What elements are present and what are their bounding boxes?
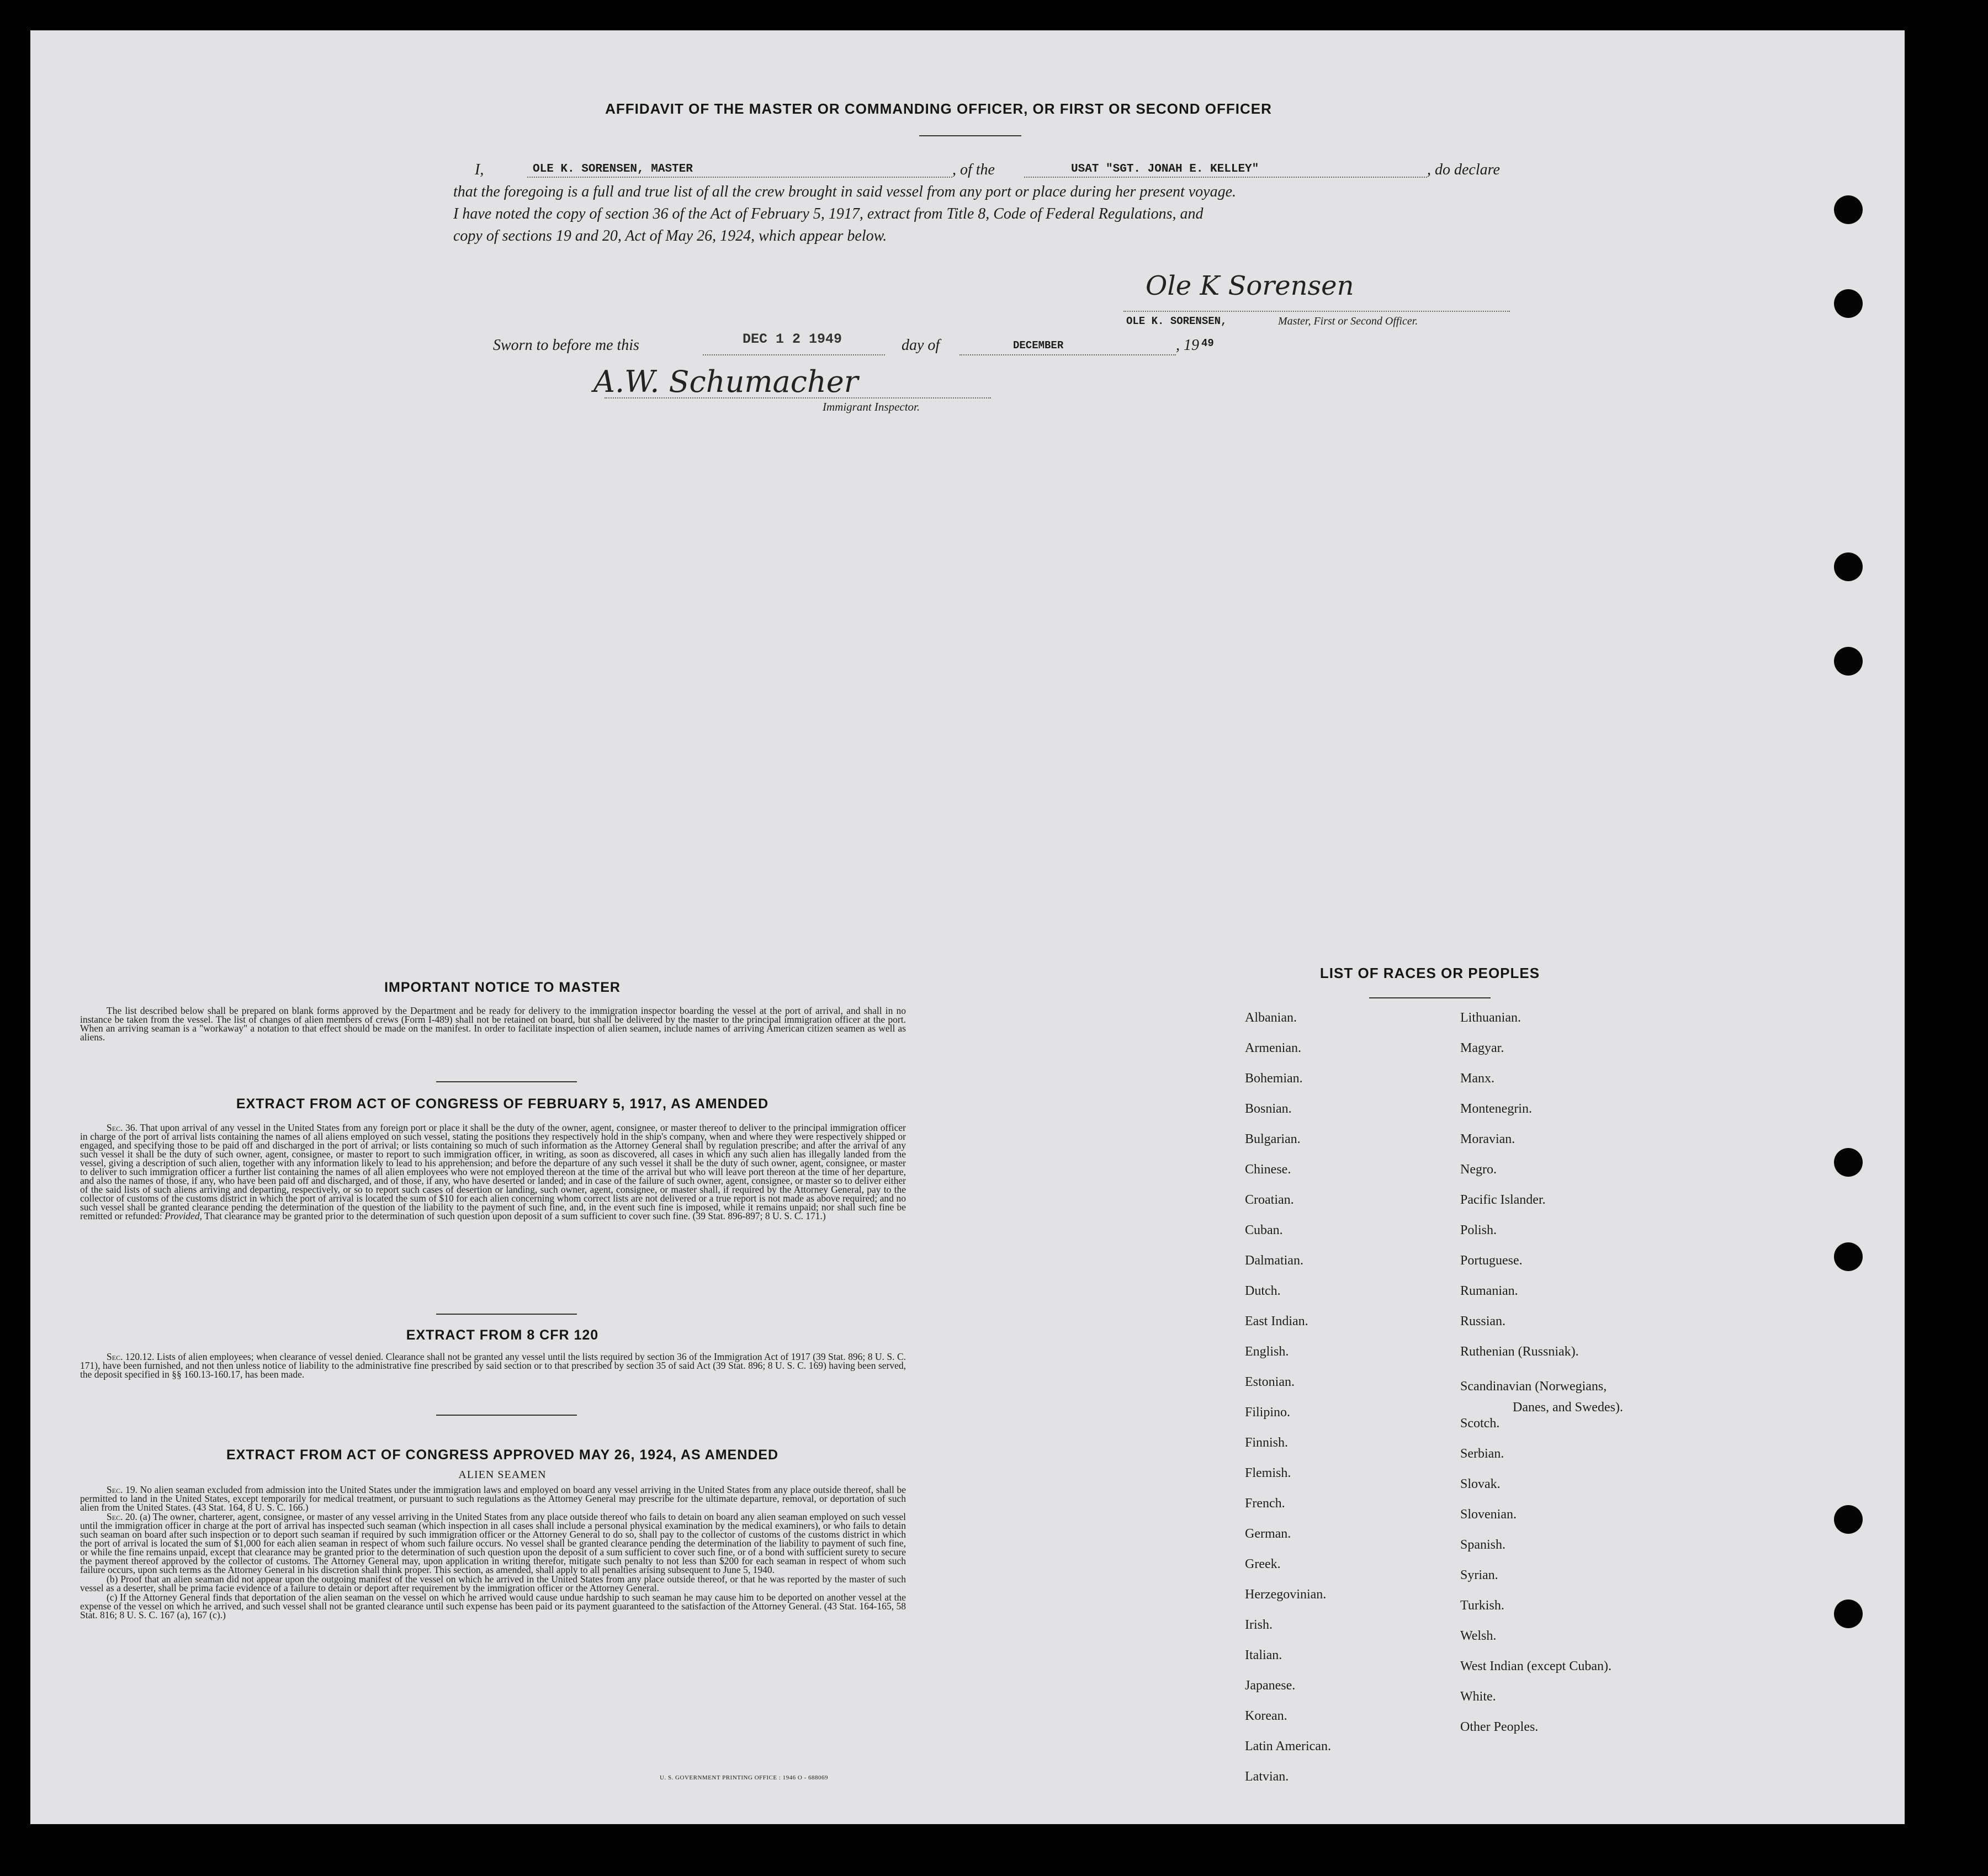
sec-20c-body: (c) If the Attorney General finds that deportation of the alien seaman on the vessel on which he arrived would cause undue hardship to such seaman he may cause him to be deported on another vessel at the expense of the vessel on which he arrived, and such vessel shall not be granted clearance until such expense has been paid or its payment guaranteed to the satisfaction of the Attorney General. (43 Stat. 164-165, 58 Stat. 816; 8 U. S. C. 167 (a), 167 (c).) bbox=[80, 1592, 906, 1620]
year-suffix: 49 bbox=[1201, 337, 1214, 349]
race-item: Albanian. bbox=[1245, 1011, 1297, 1025]
sec-label: Sec. 19. bbox=[107, 1484, 137, 1495]
printer-line: U. S. GOVERNMENT PRINTING OFFICE : 1946 O - 688069 bbox=[660, 1774, 829, 1781]
punch-hole bbox=[1834, 289, 1863, 318]
race-item: Rumanian. bbox=[1460, 1284, 1518, 1298]
race-item: Russian. bbox=[1460, 1314, 1506, 1328]
punch-hole bbox=[1834, 195, 1863, 224]
statement-line-3: copy of sections 19 and 20, Act of May 26, 1924, which appear below. bbox=[453, 227, 887, 245]
sec-20b-body: (b) Proof that an alien seaman did not appear upon the outgoing manifest of the vessel on which he arrived in the United States from any place outside thereof, or that he was reported by the master of such vessel as a deserter, shall be prima facie evidence of a failure to detain or deport after requirement by the immigration officer or the Attorney General. bbox=[80, 1574, 906, 1593]
inspector-label: Immigrant Inspector. bbox=[823, 400, 920, 413]
race-item: Polish. bbox=[1460, 1223, 1497, 1237]
divider bbox=[436, 1081, 577, 1082]
master-signature: Ole K Sorensen bbox=[1146, 270, 1354, 301]
race-item: Italian. bbox=[1245, 1648, 1282, 1662]
divider bbox=[1369, 997, 1491, 998]
race-item: Lithuanian. bbox=[1460, 1011, 1521, 1025]
extract-1917-body: That upon arrival of any vessel in the United States from any foreign port or place it shall be the duty of the owner, agent, consignee, or master thereof to deliver to the principal immigration officer in charge of the port of arrival lists containing the names of all aliens employed on such vessel, stating the positions they respectively hold in the ship's company, when and where they were respectively shipped or engaged, and specifying those to be paid off and discharged in the port of arrival; or lists containing so much of such information as the Attorney General shall by regulation prescribe; and after the arrival of any such vessel it shall be the duty of such owner, agent, consignee, or master to report to such immigration officer, in writing, as soon as discovered, all cases in which any such alien has illegally landed from the vessel, giving a description of such alien, together with any information likely to lead to his apprehension; and before the departure of any such vessel it shall be the duty of such owner, agent, consignee, or master to deliver to such immigration officer a further list containing the names of all alien employees who were not employed thereon at the time of the arrival but who will leave port thereon at the time of her departure, and also the names of those, if any, who have been paid off and discharged, and of those, if any, who have deserted or landed; and in case of the failure of such owner, agent, consignee, or master so to deliver either of the said lists of such aliens arriving and departing, respectively, or so to report such cases of desertion or landing, such owner, agent, consignee, or master shall, if required by the Attorney General, pay to the collector of customs of the customs district in which the port of arrival is located the sum of $10 for each alien concerning whom correct lists are not delivered or a true report is not made as above required; and no such vessel shall be granted clearance pending the determination of the question of the liability to the payment of such fine, and, in the event such fine is imposed, while it remains unpaid; nor shall such fine be remitted or refunded: bbox=[80, 1122, 906, 1221]
extract-1924-text bbox=[80, 1485, 906, 1620]
punch-hole bbox=[1834, 647, 1863, 676]
race-item: Pacific Islander. bbox=[1460, 1193, 1546, 1207]
race-item: Slovak. bbox=[1460, 1477, 1501, 1491]
master-name: OLE K. SORENSEN, MASTER bbox=[533, 163, 693, 176]
race-item: Scotch. bbox=[1460, 1416, 1500, 1431]
extract-cfr-text bbox=[80, 1352, 906, 1379]
races-title: LIST OF RACES OR PEOPLES bbox=[1319, 965, 1540, 981]
sworn-label: Sworn to before me this bbox=[493, 337, 639, 354]
race-item: Manx. bbox=[1460, 1071, 1494, 1086]
notice-text bbox=[80, 1006, 906, 1042]
sec-label: Sec. 20. bbox=[107, 1511, 137, 1522]
race-item: Ruthenian (Russniak). bbox=[1460, 1344, 1579, 1359]
race-item: West Indian (except Cuban). bbox=[1460, 1659, 1611, 1673]
master-title-label: Master, First or Second Officer. bbox=[1278, 315, 1418, 327]
document-page bbox=[30, 30, 1905, 1824]
race-item: Other Peoples. bbox=[1460, 1720, 1539, 1734]
race-item: Irish. bbox=[1245, 1618, 1273, 1632]
race-item: Cuban. bbox=[1245, 1223, 1283, 1237]
race-item: Japanese. bbox=[1245, 1678, 1296, 1693]
extract-1917-body-end: That clearance may be granted prior to the determination of such question upon deposit of a sum sufficient to cover such fine. (39 Stat. 896-897; 8 U. S. C. 171.) bbox=[204, 1210, 826, 1221]
sworn-month-line bbox=[959, 354, 1176, 355]
statement-line-2: I have noted the copy of section 36 of the Act of February 5, 1917, extract from Title 8, Code of Federal Regulations, and bbox=[453, 205, 1204, 222]
notice-paragraph: The list described below shall be prepared on blank forms approved by the Department and be ready for delivery to the immigration inspector boarding the vessel at the port of arrival, and shall in no instance be taken from the vessel. The list of changes of alien members of crews (Form I-489) shall not be retained on board, but shall be delivered by the master to the principal immigration officer at the port. When an arriving seaman is a "workaway" a notation to that effect should be made on the manifest. In order to facilitate inspection of alien seamen, include names of arriving American citizen seamen as well as aliens. bbox=[80, 1005, 906, 1043]
race-item: East Indian. bbox=[1245, 1314, 1308, 1328]
race-item: Dutch. bbox=[1245, 1284, 1281, 1298]
divider bbox=[436, 1415, 577, 1416]
sec-label: Sec. 120.12. bbox=[107, 1351, 155, 1362]
affidavit-title: AFFIDAVIT OF THE MASTER OR COMMANDING OFFICER, OR FIRST OR SECOND OFFICER bbox=[605, 100, 1272, 117]
vessel-name: USAT "SGT. JONAH E. KELLEY" bbox=[1071, 163, 1259, 176]
master-name-line bbox=[527, 177, 952, 178]
sworn-day-line bbox=[703, 354, 885, 355]
race-item: Serbian. bbox=[1460, 1447, 1504, 1461]
sec-20a-body: (a) The owner, charterer, agent, consignee, or master of any vessel arriving in the United States from any place outside thereof who fails to detain on board any alien seaman employed on such vessel until the immigration officer in charge at the port of arrival has inspected such seaman (which inspection in all cases shall include a personal physical examination by the medical examiners), or who fails to detain such seaman on board after such inspection or to deport such seaman if required by such immigration officer or the Attorney General to do so, shall pay to the collector of customs of the customs district in which the port of arrival is located the sum of $1,000 for each alien seaman in respect of whom such failure occurs. No vessel shall be granted clearance pending the determination of the liability to payment of such fine, or while the fine remains unpaid, except that clearance may be granted prior to the determination of such question upon the deposit of a sum sufficient to cover such fine, or of a bond with sufficient surety to secure the payment thereof approved by the collector of customs. The Attorney General may, upon application in writing therefor, mitigate such penalty to not less than $200 for each seaman in respect of whom such failure occurs, upon such terms as the Attorney General in his discretion shall think proper. This section, as amended, shall apply to all penalties arising subsequent to June 5, 1940. bbox=[80, 1511, 906, 1575]
sec-19-body: No alien seaman excluded from admission into the United States under the immigration laws and employed on board any vessel arriving in the United States from any place outside thereof, shall be permitted to land in the United States, except temporarily for medical treatment, or pursuant to such regulations as the Attorney General may prescribe for the ultimate departure, removal, or deportation of such alien from the United States. (43 Stat. 164, 8 U. S. C. 166.) bbox=[80, 1484, 906, 1513]
extract-1917-title: EXTRACT FROM ACT OF CONGRESS OF FEBRUARY 5, 1917, AS AMENDED bbox=[236, 1096, 769, 1112]
race-item: Portuguese. bbox=[1460, 1253, 1523, 1268]
race-item: Montenegrin. bbox=[1460, 1102, 1532, 1116]
divider bbox=[919, 135, 1021, 136]
race-item: French. bbox=[1245, 1496, 1285, 1511]
master-signature-line bbox=[1123, 311, 1510, 312]
sworn-month: DECEMBER bbox=[1013, 339, 1064, 352]
race-item: Filipino. bbox=[1245, 1405, 1291, 1420]
extract-cfr-title: EXTRACT FROM 8 CFR 120 bbox=[406, 1327, 599, 1343]
race-item: Slovenian. bbox=[1460, 1507, 1517, 1522]
sworn-date-stamp: DEC 1 2 1949 bbox=[743, 331, 842, 347]
extract-1917-text bbox=[80, 1123, 906, 1221]
of-the-label: , of the bbox=[952, 161, 995, 178]
race-item: Syrian. bbox=[1460, 1568, 1498, 1582]
i-label: I, bbox=[475, 161, 484, 178]
race-item: Latvian. bbox=[1245, 1769, 1289, 1784]
race-item: Bosnian. bbox=[1245, 1102, 1292, 1116]
race-item: Finnish. bbox=[1245, 1436, 1289, 1450]
race-item: Croatian. bbox=[1245, 1193, 1294, 1207]
race-item: Welsh. bbox=[1460, 1629, 1497, 1643]
master-typed-name: OLE K. SORENSEN, bbox=[1126, 315, 1227, 327]
race-item: Latin American. bbox=[1245, 1739, 1331, 1753]
year-prefix: , 19 bbox=[1176, 337, 1199, 354]
race-item: Spanish. bbox=[1460, 1538, 1506, 1552]
race-item-continuation: Danes, and Swedes). bbox=[1513, 1400, 1623, 1415]
extract-cfr-body: Lists of alien employees; when clearance of vessel denied. Clearance shall not be granted any vessel until the lists required by section 36 of the Immigration Act of 1917 (39 Stat. 896; 8 U. S. C. 171), have been furnished, and not then unless notice of liability to the administrative fine prescribed by said section or to that prescribed by section 35 of said Act (39 Stat. 896; 8 U. S. C. 169) having been served, the deposit specified in §§ 160.13-160.17, has been made. bbox=[80, 1351, 906, 1380]
race-item: Korean. bbox=[1245, 1709, 1287, 1723]
do-declare-label: , do declare bbox=[1427, 161, 1500, 178]
race-item: Bulgarian. bbox=[1245, 1132, 1301, 1146]
race-item: Turkish. bbox=[1460, 1598, 1504, 1613]
extract-1924-title: EXTRACT FROM ACT OF CONGRESS APPROVED MAY 26, 1924, AS AMENDED bbox=[226, 1447, 779, 1463]
race-item: Armenian. bbox=[1245, 1041, 1301, 1055]
sec-label: Sec. 36. bbox=[107, 1122, 137, 1133]
punch-hole bbox=[1834, 552, 1863, 581]
day-of-label: day of bbox=[902, 337, 940, 354]
race-item: Moravian. bbox=[1460, 1132, 1515, 1146]
race-item: Herzegovinian. bbox=[1245, 1587, 1327, 1602]
race-item: Scandinavian (Norwegians, bbox=[1460, 1379, 1607, 1394]
race-item: Greek. bbox=[1245, 1557, 1281, 1571]
race-item: Magyar. bbox=[1460, 1041, 1504, 1055]
extract-1924-subtitle: ALIEN SEAMEN bbox=[458, 1469, 547, 1481]
punch-hole bbox=[1834, 1505, 1863, 1534]
divider bbox=[436, 1314, 577, 1315]
inspector-signature-line bbox=[605, 397, 991, 398]
race-item: English. bbox=[1245, 1344, 1289, 1359]
vessel-name-line bbox=[1024, 177, 1427, 178]
inspector-signature: A.W. Schumacher bbox=[593, 364, 858, 399]
statement-line-1: that the foregoing is a full and true list of all the crew brought in said vessel from any port or place during her present voyage. bbox=[453, 183, 1237, 200]
race-item: Dalmatian. bbox=[1245, 1253, 1303, 1268]
provided-label: Provided, bbox=[165, 1210, 202, 1221]
notice-title: IMPORTANT NOTICE TO MASTER bbox=[384, 980, 621, 995]
race-item: Chinese. bbox=[1245, 1162, 1291, 1177]
punch-hole bbox=[1834, 1599, 1863, 1628]
race-item: Negro. bbox=[1460, 1162, 1497, 1177]
race-item: Bohemian. bbox=[1245, 1071, 1303, 1086]
race-item: White. bbox=[1460, 1689, 1496, 1704]
punch-hole bbox=[1834, 1148, 1863, 1177]
race-item: Estonian. bbox=[1245, 1375, 1295, 1389]
punch-hole bbox=[1834, 1242, 1863, 1271]
race-item: German. bbox=[1245, 1527, 1291, 1541]
race-item: Flemish. bbox=[1245, 1466, 1291, 1480]
